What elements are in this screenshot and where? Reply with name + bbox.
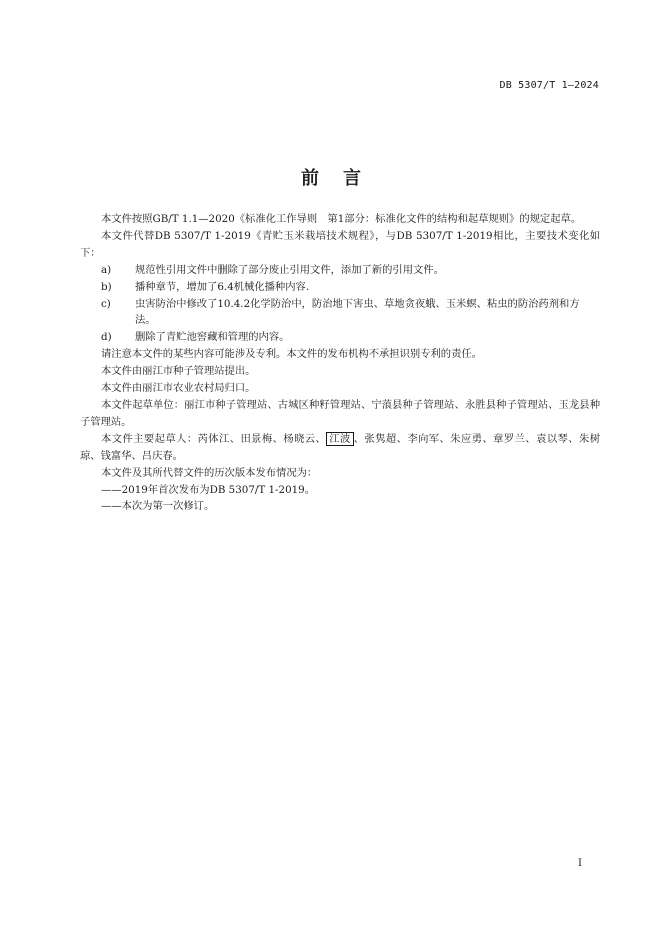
drafters-prefix: 本文件主要起草人：芮体江、田景梅、杨晓云、 <box>101 432 327 445</box>
document-code: DB 5307/T 1—2024 <box>499 80 599 91</box>
list-item <box>80 296 600 330</box>
paragraph-history-intro: 本文件及其所代替文件的历次版本发布情况为： <box>101 466 318 479</box>
list-marker: b) <box>101 280 112 293</box>
paragraph-drafting-units: 本文件起草单位：丽江市种子管理站、古城区种籽管理站、宁蒗县种子管理站、永胜县种子管理站、玉龙县种子管理站。 <box>80 398 600 428</box>
list-text: 播种章节，增加了6.4机械化播种内容. <box>135 280 310 293</box>
list-text: 删除了青贮池窖藏和管理的内容。 <box>135 331 290 344</box>
list-text: 规范性引用文件中删除了部分废止引用文件，添加了新的引用文件。 <box>135 263 444 276</box>
history-item: ——本次为第一次修订。 <box>101 500 215 513</box>
paragraph-patent-notice: 请注意本文件的某些内容可能涉及专利。本文件的发布机构不承担识别专利的责任。 <box>101 348 482 361</box>
list-text: 虫害防治中修改了10.4.2化学防治中，防治地下害虫、草地贪夜蛾、玉米螟、粘虫的防治药剂和方法。 <box>135 297 580 327</box>
list-marker: c) <box>101 297 111 310</box>
drafter-boxed-name: 江波 <box>326 432 353 446</box>
paragraph-centralized-by: 本文件由丽江市农业农村局归口。 <box>101 382 256 395</box>
document-body <box>80 211 600 515</box>
paragraph-drafting-basis: 本文件按照GB/T 1.1—2020《标准化工作导则 第1部分：标准化文件的结构和起草规则》的规定起草。 <box>101 213 582 225</box>
list-marker: a) <box>101 263 112 276</box>
list-item <box>80 329 600 346</box>
list-item <box>80 279 600 296</box>
page-title: 前言 <box>301 168 385 189</box>
history-item: ——2019年首次发布为DB 5307/T 1-2019。 <box>101 483 316 496</box>
list-marker: d) <box>101 331 112 344</box>
paragraph-replacement: 本文件代替DB 5307/T 1-2019《青贮玉米栽培技术规程》，与DB 5307/T 1-2019相比，主要技术变化如下： <box>80 229 600 259</box>
paragraph-proposed-by: 本文件由丽江市种子管理站提出。 <box>101 365 256 378</box>
drafters-suffix: 、张隽超、李向军、朱应勇、章罗兰、袁以琴、朱树琼、钱富华、吕庆春。 <box>80 432 601 462</box>
page-number: I <box>578 858 582 869</box>
paragraph-drafters <box>80 431 600 465</box>
list-item <box>80 262 600 279</box>
